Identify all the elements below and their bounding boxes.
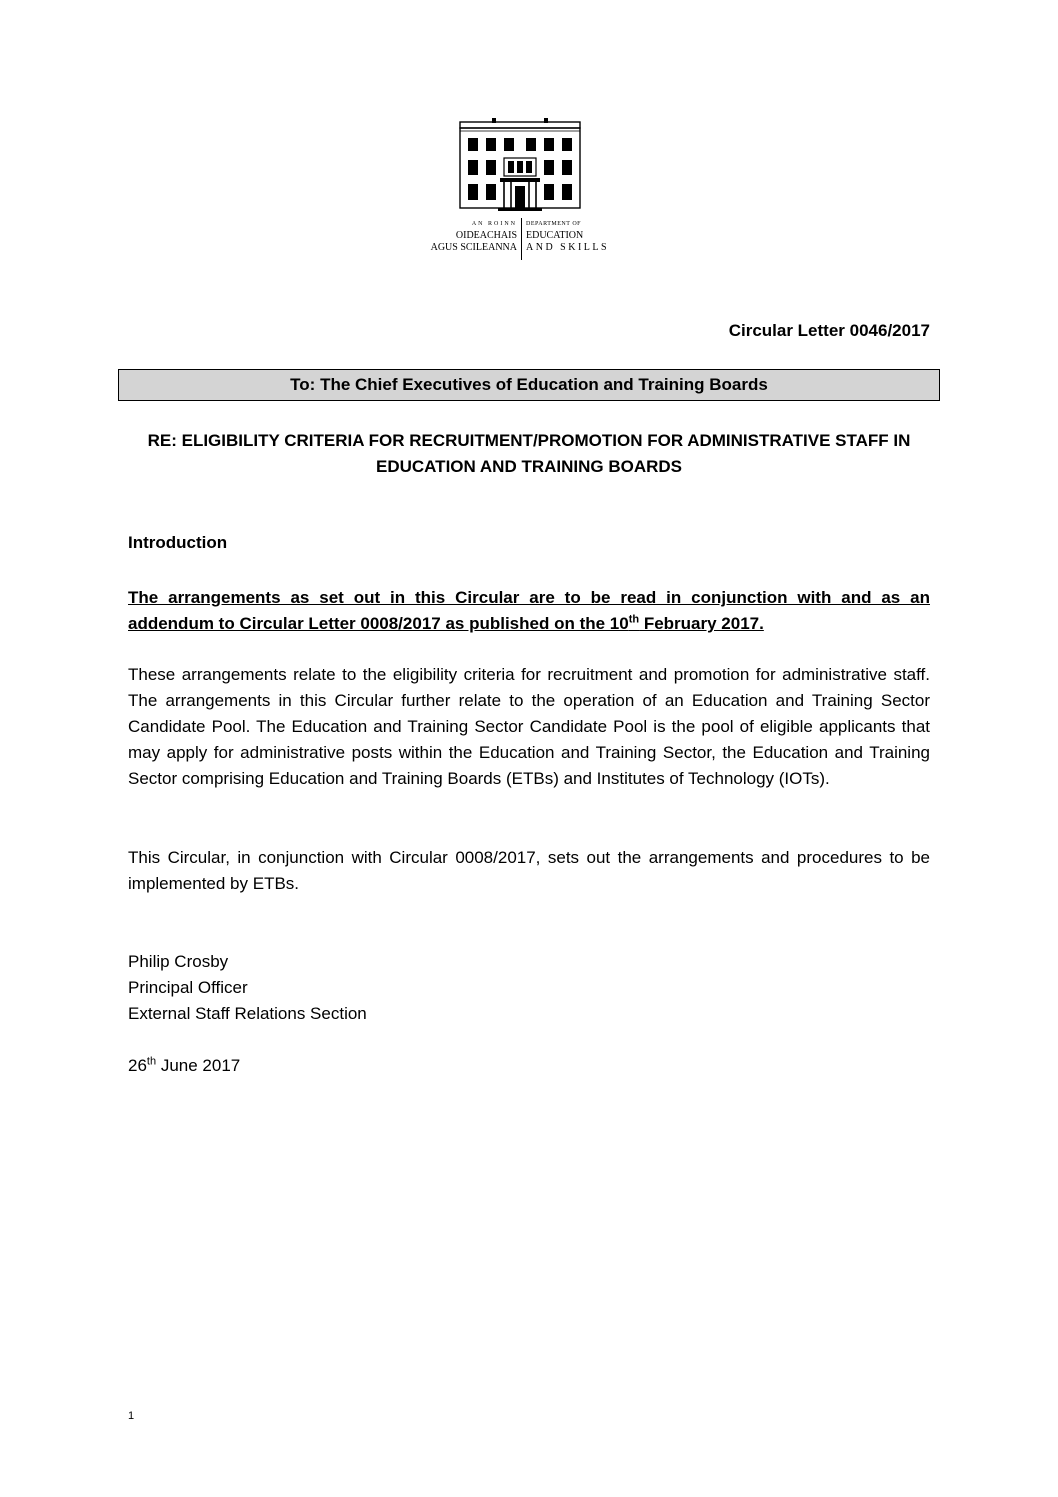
logo-divider	[521, 218, 522, 260]
signatory-title: Principal Officer	[128, 978, 248, 997]
logo-right-line: EDUCATION	[526, 230, 584, 241]
recipient-box: To: The Chief Executives of Education and Training Boards	[118, 369, 940, 401]
logo-english-text	[526, 218, 609, 254]
department-logo	[404, 118, 634, 263]
building-illustration-icon	[454, 118, 586, 213]
subject-title: RE: ELIGIBILITY CRITERIA FOR RECRUITMENT/PROMOTION FOR ADMINISTRATIVE STAFF IN EDUCATION AND TRAINING BOARDS	[147, 431, 911, 476]
section-heading-introduction: Introduction	[128, 533, 228, 552]
date-day: 26	[128, 1056, 147, 1075]
letter-date	[128, 1053, 930, 1079]
addendum-notice	[128, 585, 930, 637]
logo-left-line: AGUS SCILEANNA	[430, 242, 517, 253]
logo-irish-text	[431, 218, 517, 254]
date-ordinal-suffix: th	[146, 1055, 157, 1068]
signatory-name: Philip Crosby	[128, 952, 229, 971]
ordinal-suffix: th	[628, 613, 640, 626]
addendum-notice-text: The arrangements as set out in this Circular are to be read in conjunction with and as an addendum to Circular Letter 0008/2017 as published on the 10	[128, 588, 930, 633]
date-rest: June 2017	[156, 1056, 241, 1075]
circular-reference: Circular Letter 0046/2017	[728, 321, 930, 340]
body-paragraph: This Circular, in conjunction with Circular 0008/2017, sets out the arrangements and procedures to be implemented by ETBs.	[128, 848, 930, 893]
logo-right-line: AND SKILLS	[526, 242, 610, 253]
body-paragraph: These arrangements relate to the eligibility criteria for recruitment and promotion for administrative staff. The arrangements in this Circular further relate to the operation of an Education and Training Sector Candidate Pool. The Education and Training Sector Candidate Pool is the pool of eligible applicants that may apply for administrative posts within the Education and Training Sector, the Education and Training Sector comprising Education and Training Boards (ETBs) and Institutes of Technology (IOTs).	[128, 665, 930, 788]
addendum-notice-text-end: February 2017.	[639, 614, 764, 633]
logo-left-line: OIDEACHAIS	[455, 230, 517, 241]
logo-right-line: DEPARTMENT OF	[526, 221, 581, 227]
page-number: 1	[128, 1410, 135, 1422]
signatory-section: External Staff Relations Section	[128, 1004, 367, 1023]
logo-left-line: AN ROINN	[471, 221, 517, 227]
signature-block	[128, 949, 930, 1027]
